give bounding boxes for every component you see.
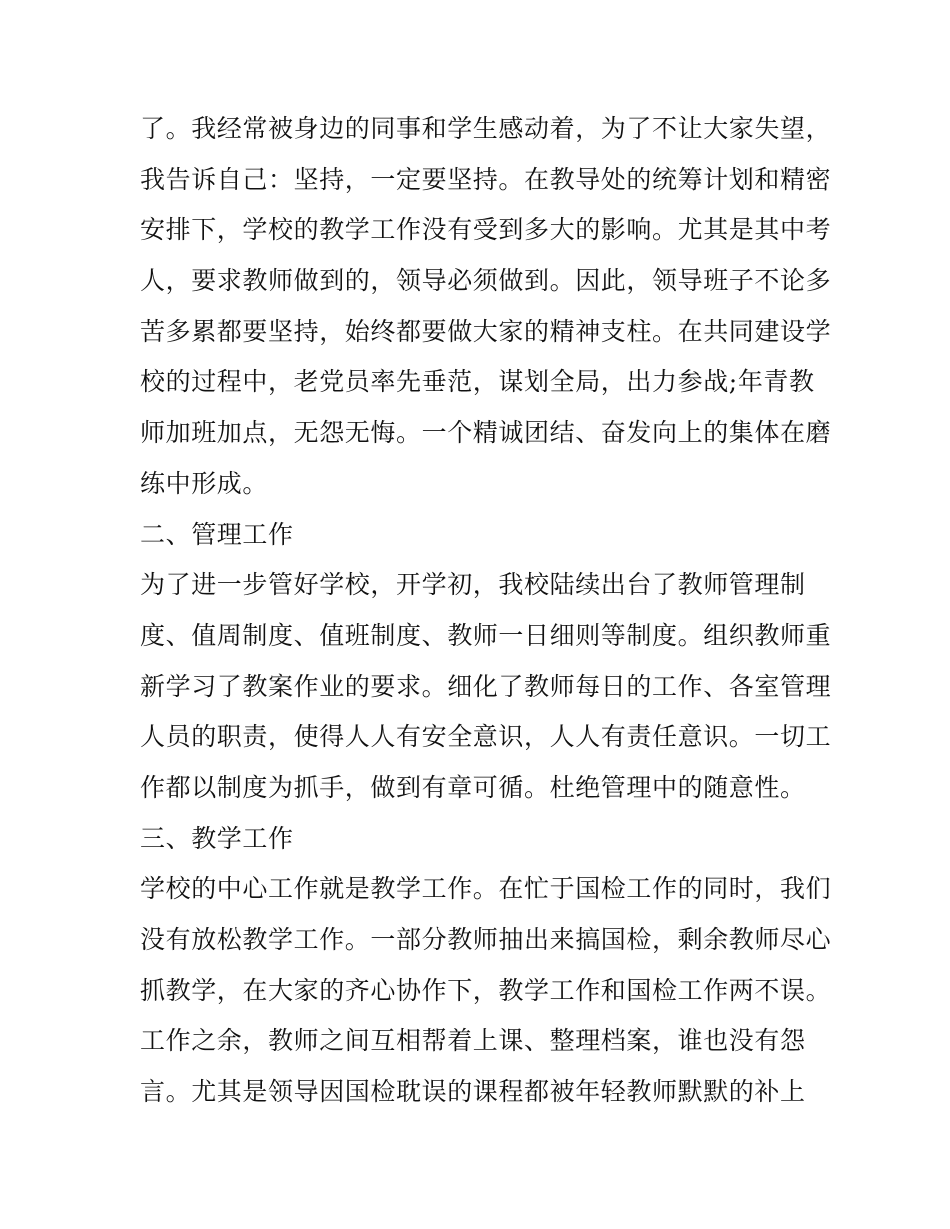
text-line: 安排下，学校的教学工作没有受到多大的影响。尤其是其中考: [140, 215, 832, 245]
text-line: 新学习了教案作业的要求。细化了教师每日的工作、各室管理: [140, 671, 832, 701]
text-line: 学校的中心工作就是教学工作。在忙于国检工作的同时，我们: [140, 874, 832, 904]
text-line: 苦多累都要坚持，始终都要做大家的精神支柱。在共同建设学: [140, 316, 832, 346]
text-line: 校的过程中，老党员率先垂范，谋划全局，出力参战;年青教: [140, 367, 815, 397]
text-line: 练中形成。: [140, 468, 269, 498]
text-line: 工作之余，教师之间互相帮着上课、整理档案，谁也没有怨: [140, 1026, 806, 1056]
section-heading: 三、教学工作: [140, 823, 294, 853]
text-line: 我告诉自己：坚持，一定要坚持。在教导处的统筹计划和精密: [140, 164, 832, 194]
text-line: 人，要求教师做到的，领导必须做到。因此，领导班子不论多: [140, 266, 832, 296]
text-line: 没有放松教学工作。一部分教师抽出来搞国检，剩余教师尽心: [140, 925, 832, 954]
body-text: [140, 104, 830, 1118]
text-line: 度、值周制度、值班制度、教师一日细则等制度。组织教师重: [140, 620, 832, 650]
text-line: 人员的职责，使得人人有安全意识，人人有责任意识。一切工: [140, 722, 832, 752]
text-line: 师加班加点，无怨无悔。一个精诚团结、奋发向上的集体在磨: [140, 418, 832, 448]
text-line: 了。我经常被身边的同事和学生感动着，为了不让大家失望，: [140, 114, 832, 143]
text-line: 作都以制度为抓手，做到有章可循。杜绝管理中的随意性。: [140, 772, 806, 802]
text-line: 抓教学，在大家的齐心协作下，教学工作和国检工作两不误。: [140, 975, 832, 1005]
section-heading: 二、管理工作: [140, 519, 294, 549]
text-line: 为了进一步管好学校，开学初，我校陆续出台了教师管理制: [140, 570, 806, 600]
text-line: 言。尤其是领导因国检耽误的课程都被年轻教师默默的补上: [140, 1077, 806, 1107]
